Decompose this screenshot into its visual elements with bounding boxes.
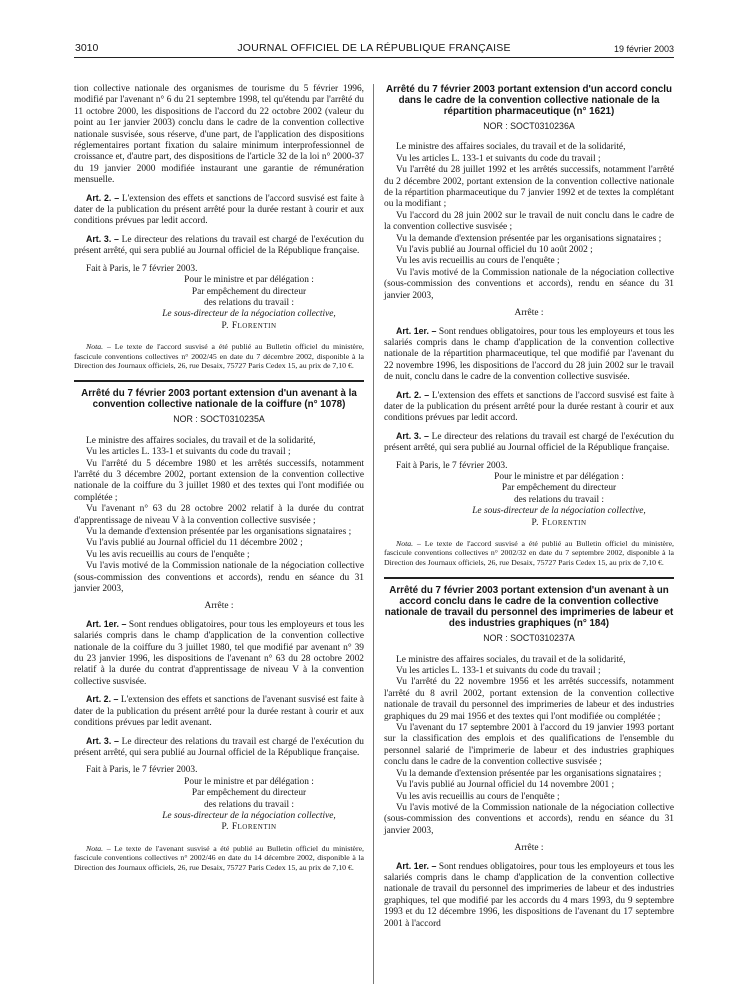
page-number: 3010: [75, 42, 99, 54]
preamble-line: Vu l'avis motivé de la Commission nationale de la négociation collective (sous-commission des conventions et accords), rendu en séance du 31 janvier 2003,: [74, 561, 364, 595]
article-label: Art. 1er. –: [86, 618, 127, 629]
header-rule: [74, 57, 674, 58]
decree-separator: [384, 577, 674, 585]
article-text: Le directeur des relations du travail est chargé de l'exécution du présent arrêté, qui sera publié au Journal officiel de la République française.: [74, 234, 364, 257]
signature-line: des relations du travail :: [203, 297, 295, 308]
nor-reference: NOR : SOCT0310237A: [483, 633, 575, 644]
signature-block: [384, 472, 674, 529]
signature-line: Pour le ministre et par délégation :: [494, 471, 624, 482]
nota: [74, 844, 364, 872]
article-text: Le directeur des relations du travail est chargé de l'exécution du présent arrêté, qui sera publié au Journal officiel de la République française.: [384, 431, 674, 454]
preamble-line: Vu la demande d'extension présentée par les organisations signataires ;: [86, 527, 352, 537]
article-text: Le directeur des relations du travail est chargé de l'exécution du présent arrêté, qui sera publié au Journal officiel de la République française.: [74, 736, 364, 758]
article-text: L'extension des effets et sanctions de l'accord susvisé est faite à dater de la publication du présent arrêté pour la durée restant à courir et aux conditions prévues par ledit accord.: [384, 390, 674, 424]
preamble-line: Vu l'avenant n° 63 du 28 octobre 2002 relatif à la durée du contrat d'apprentissage de niveau V à la convention collective susvisée ;: [74, 504, 364, 526]
signature-block: [74, 777, 364, 834]
article-2: [74, 694, 364, 729]
left-column: [74, 84, 364, 872]
signatory-name: P. Florentin: [221, 822, 277, 833]
article-2: [74, 193, 364, 228]
arrete-heading: Arrête :: [514, 308, 544, 319]
preamble-line: Vu l'avis publié au Journal officiel du 11 décembre 2002 ;: [86, 538, 303, 549]
preamble-line: Vu les avis recueillis au cours de l'enquête ;: [86, 549, 250, 560]
article-text: Sont rendues obligatoires, pour tous les employeurs et tous les salariés compris dans le champ d'application de la convention collective nationale de travail du personnel des imprimeries de labeur et des industries graphiques, tel que modifié par les accords du 4 mars 1993, du 9 septembre 1993 et du 12 décembre 1996, les dispositions de l'avenant du 17 septembre 2001 à l'accord: [384, 861, 674, 929]
signature-title: Le sous-directeur de la négociation collective,: [162, 309, 336, 320]
preamble-line: Vu l'accord du 28 juin 2002 sur le travail de nuit conclu dans le cadre de la convention collective susvisée ;: [384, 210, 674, 233]
article-text: L'extension des effets et sanctions de l'accord susvisé est faite à dater de la publication du présent arrêté pour la durée restant à courir et aux conditions prévues par ledit accord.: [74, 193, 364, 227]
preamble-line: Vu l'arrêté du 5 décembre 1980 et les arrêtés successifs, notamment l'arrêté du 3 décembre 2002, portant extension de la convention collective nationale de la coiffure du 3 juillet 1980 et des textes qui l'ont modifiée ou complétée ;: [74, 458, 364, 503]
nota-label: Nota.: [86, 843, 104, 853]
preamble-line: Vu l'avis motivé de la Commission nationale de la négociation collective (sous-commission des conventions et accords), rendu en séance du 31 janvier 2003,: [384, 802, 674, 836]
article-label: Art. 1er. –: [396, 860, 437, 871]
signature-block: [74, 275, 364, 332]
article-3: [384, 431, 674, 455]
signature-title: Le sous-directeur de la négociation collective,: [162, 810, 336, 821]
signatory-name: P. Florentin: [221, 320, 277, 331]
nota-label: Nota.: [396, 539, 414, 548]
nor-reference: NOR : SOCT0310235A: [173, 414, 265, 425]
arrete-heading: Arrête :: [514, 843, 544, 854]
nota-text: – Le texte de l'accord susvisé a été publié au Bulletin officiel du ministère, fascicule conventions collectives n° 2002/45 en date du 7 décembre 2002, disponible à la Direction des Journaux officiels, 26, rue Desaix, 75727 Paris Cedex 15, au prix de 7,10 €.: [74, 342, 364, 370]
article-1: [384, 861, 674, 930]
arrete-heading: Arrête :: [204, 601, 234, 612]
preamble-line: Vu les articles L. 133-1 et suivants du code du travail ;: [396, 153, 601, 164]
article-text: Sont rendues obligatoires, pour tous les employeurs et tous les salariés compris dans le champ d'application de la convention collective nationale de la répartition pharmaceutique, tel que modifié par l'avenant du 22 novembre 1996, les dispositions de l'accord du 28 juin 2002 sur le travail de nuit, conclu dans le cadre de la convention collective susvisée.: [384, 326, 674, 383]
article-2: [384, 390, 674, 425]
article-label: Art. 1er. –: [396, 325, 437, 336]
issue-date: 19 février 2003: [613, 44, 674, 54]
nota-text: – Le texte de l'avenant susvisé a été publié au Bulletin officiel du ministère, fascicule conventions collectives n° 2002/46 en date du 14 décembre 2002, disponible à la Direction des Journaux officiels, 26, rue Desaix, 75727 Paris Cedex 15, au prix de 7,10 €.: [74, 843, 364, 872]
preamble-line: Vu l'avis publié au Journal officiel du 14 novembre 2001 ;: [396, 780, 615, 791]
place-date: Fait à Paris, le 7 février 2003.: [86, 263, 198, 274]
nota-label: Nota.: [86, 342, 104, 352]
preamble-line: Vu les avis recueillis au cours de l'enquête ;: [396, 791, 560, 802]
preamble-line: Vu la demande d'extension présentée par les organisations signataires ;: [396, 768, 662, 779]
column-divider: [373, 84, 374, 984]
article-label: Art. 2. –: [396, 389, 430, 400]
article-label: Art. 3. –: [86, 233, 119, 244]
preamble-line: Vu l'arrêté du 22 novembre 1956 et les arrêtés successifs, notamment l'arrêté du 8 avril 2002, portant extension de la convention collective nationale de travail du personnel des imprimeries de labeur et des industries graphiques du 29 mai 1956 et des textes qui l'ont modifiée ou complétée ;: [384, 677, 674, 722]
decree-title: Arrêté du 7 février 2003 portant extension d'un avenant à un accord conclu dans le cadre de la convention collective nationale de travail du personnel des imprimeries de labeur et des industries graphiques (n° 184): [384, 585, 674, 630]
decree-separator: [74, 380, 364, 388]
preamble-line: Le ministre des affaires sociales, du travail et de la solidarité,: [396, 654, 626, 665]
nota: [74, 342, 364, 370]
article-text: Sont rendues obligatoires, pour tous les employeurs et tous les salariés compris dans le champ d'application de la convention collective nationale de la coiffure du 3 juillet 1980, tel que modifié par avenant n° 39 du 23 janvier 1996, les dispositions de l'avenant n° 63 du 28 octobre 2002 relatif à la durée du contrat d'apprentissage de niveau V à la convention collective susvisée.: [74, 619, 364, 687]
signature-line: des relations du travail :: [203, 799, 295, 810]
signature-line: Par empêchement du directeur: [191, 286, 307, 297]
place-date: Fait à Paris, le 7 février 2003.: [396, 460, 508, 471]
journal-title: JOURNAL OFFICIEL DE LA RÉPUBLIQUE FRANÇAISE: [237, 42, 511, 54]
signature-line: Par empêchement du directeur: [191, 788, 307, 799]
preamble-line: Vu l'avis publié au Journal officiel du 10 août 2002 ;: [396, 245, 593, 256]
article-label: Art. 3. –: [396, 430, 429, 441]
preamble-line: Vu l'avis motivé de la Commission nationale de la négociation collective (sous-commission des conventions et accords), rendu en séance du 31 janvier 2003,: [384, 267, 674, 301]
article-text: L'extension des effets et sanctions de l'avenant susvisé est faite à dater de la publication du présent arrêté pour la durée restant à courir et aux conditions prévues par ledit avenant.: [74, 695, 364, 729]
preamble-line: Vu les articles L. 133-1 et suivants du code du travail ;: [396, 666, 601, 677]
decree-title: Arrêté du 7 février 2003 portant extension d'un accord conclu dans le cadre de la convention collective nationale de la répartition pharmaceutique (n° 1621): [386, 84, 672, 117]
nota-text: – Le texte de l'accord susvisé a été publié au Bulletin officiel du ministère, fascicule conventions collectives n° 2002/32 en date du 7 septembre 2002, disponible à la Direction des Journaux officiels, 26, rue Desaix, 75727 Paris Cedex 15, au prix de 7,10 €.: [384, 539, 674, 567]
decree-title: Arrêté du 7 février 2003 portant extension d'un avenant à la convention collective nationale de la coiffure (n° 1078): [81, 388, 357, 411]
preamble-line: Le ministre des affaires sociales, du travail et de la solidarité,: [396, 142, 626, 153]
preamble-line: Vu la demande d'extension présentée par les organisations signataires ;: [396, 233, 662, 244]
article-3: [74, 234, 364, 258]
nor-reference: NOR : SOCT0310236A: [483, 121, 575, 131]
signature-line: Par empêchement du directeur: [501, 483, 617, 494]
preamble-line: Vu les articles L. 133-1 et suivants du code du travail ;: [86, 447, 291, 458]
article-1: [384, 326, 674, 384]
preamble-line: Le ministre des affaires sociales, du travail et de la solidarité,: [86, 435, 316, 446]
nota: [384, 539, 674, 567]
signature-line: des relations du travail :: [513, 494, 605, 505]
article-3: [74, 736, 364, 760]
article-1: [74, 619, 364, 688]
preamble-line: Vu l'avenant du 17 septembre 2001 à l'accord du 19 janvier 1993 portant sur la classification des emplois et des qualifications de l'ensemble du personnel salarié de l'imprimerie de labeur et des industries graphiques conclu dans le cadre de la convention collective susvisée ;: [384, 723, 674, 768]
place-date: Fait à Paris, le 7 février 2003.: [86, 765, 198, 776]
right-column: [384, 84, 674, 930]
article-label: Art. 3. –: [86, 735, 119, 746]
signature-title: Le sous-directeur de la négociation collective,: [472, 506, 646, 517]
article-label: Art. 2. –: [86, 192, 120, 203]
continued-paragraph: tion collective nationale des organismes de tourisme du 5 février 1996, modifié par l'avenant n° 6 du 21 septembre 1998, tel qu'étendu par l'arrêté du 11 octobre 2000, les dispositions de l'accord du 22 octobre 2002 (valeur du point au 1er janvier 2003) conclu dans le cadre de la convention collective nationale susvisée, sous réserve, d'une part, de l'application des dispositions réglementaires portant fixation du salaire minimum interprofessionnel de croissance et, d'autre part, des dispositions de l'article 32 de la loi n° 2000-37 du 19 janvier 2000 modifiée instaurant une garantie de rémunération mensuelle.: [74, 84, 364, 186]
preamble-line: Vu l'arrêté du 28 juillet 1992 et les arrêtés successifs, notamment l'arrêté du 2 décembre 2002, portant extension de la convention collective nationale de la répartition pharmaceutique du 7 janvier 1992 et de textes la complétant ou la modifiant ;: [384, 165, 674, 210]
preamble-line: Vu les avis recueillis au cours de l'enquête ;: [396, 256, 560, 267]
article-label: Art. 2. –: [86, 694, 119, 705]
signature-line: Pour le ministre et par délégation :: [184, 275, 314, 286]
signatory-name: P. Florentin: [531, 517, 587, 528]
signature-line: Pour le ministre et par délégation :: [184, 776, 314, 787]
